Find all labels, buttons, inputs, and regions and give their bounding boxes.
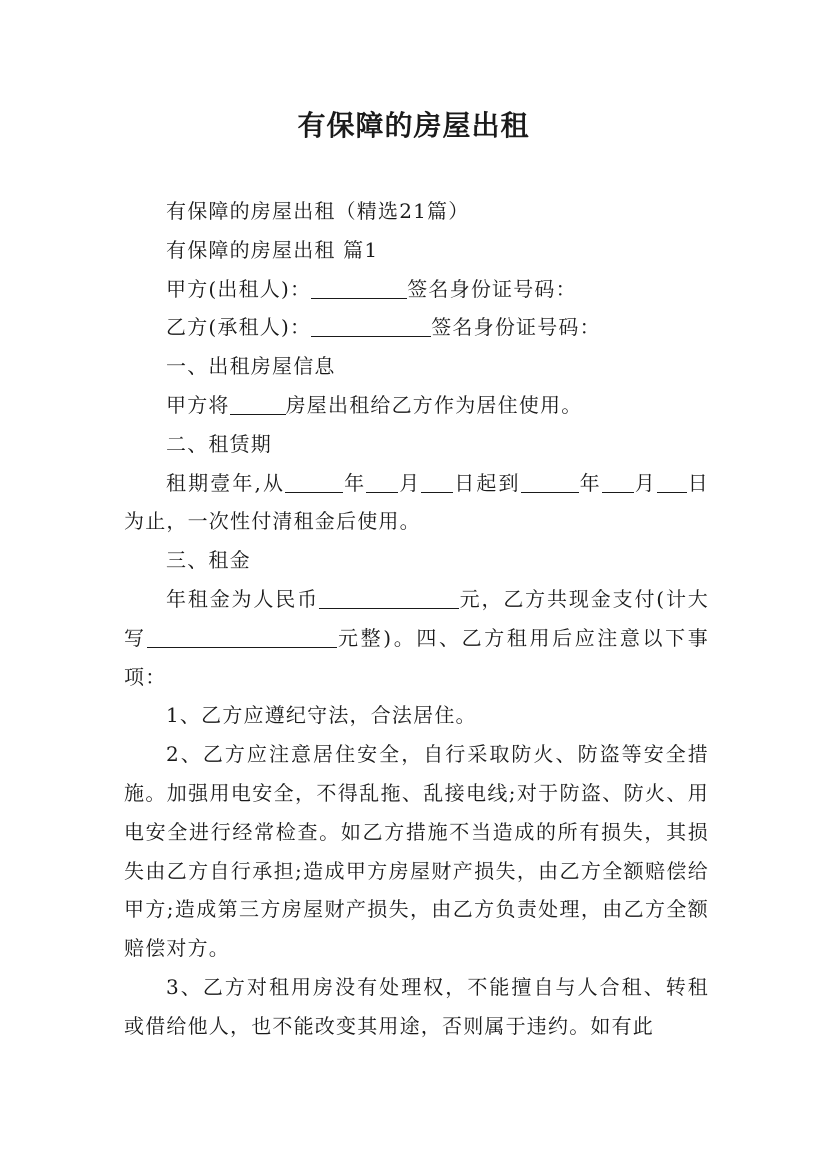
house-prefix: 甲方将: [166, 392, 230, 417]
term-text-2: 年: [343, 470, 367, 495]
end-month-blank: [602, 472, 634, 493]
document-title: 有保障的房屋出租: [297, 109, 530, 142]
end-year-blank: [521, 472, 579, 493]
term-text-1: 租期壹年,从: [166, 470, 286, 495]
party-b-id-label: 签名身份证号码：: [431, 315, 601, 340]
section-heading-3: 三、租金: [166, 548, 251, 573]
term-text-4: 日起到: [453, 470, 521, 495]
term-text-3: 月: [398, 470, 422, 495]
section-heading-1: 一、出租房屋信息: [166, 354, 336, 379]
party-b-line: [124, 308, 709, 347]
term-text-5: 年: [578, 470, 602, 495]
rent-text-3: 元整)。四、乙方租用后应注意以下事项：: [124, 625, 709, 689]
item-2: 2、乙方应注意居住安全，自行采取防火、防盗等安全措施。加强用电安全，不得乱拖、乱接电线;对于防盗、防火、用电安全进行经常检查。如乙方措施不当造成的所有损失，其损失由乙方自行承担;造成甲方房屋财产损失，由乙方全额赔偿给甲方;造成第三方房屋财产损失，由乙方负责处理，由乙方全额赔偿对方。: [124, 742, 709, 961]
rent-uppercase-blank: [147, 627, 337, 648]
start-year-blank: [285, 472, 343, 493]
item-1: 1、乙方应遵纪守法，合法居住。: [166, 703, 477, 728]
rent-paragraph: [124, 580, 709, 696]
house-blank: [230, 394, 286, 415]
start-day-blank: [421, 472, 453, 493]
rent-amount-blank: [319, 588, 459, 609]
chapter-heading: 有保障的房屋出租 篇1: [166, 237, 379, 262]
party-a-label: 甲方(出租人)：: [166, 276, 312, 301]
section-heading-2: 二、租赁期: [166, 431, 272, 456]
rent-text-1: 年租金为人民币: [166, 586, 319, 611]
party-a-id-label: 签名身份证号码：: [407, 276, 577, 301]
start-month-blank: [366, 472, 398, 493]
rent-text-2: 元，乙方共现金支付(计大写: [124, 586, 709, 650]
party-b-label: 乙方(承租人)：: [166, 315, 312, 340]
subtitle: 有保障的房屋出租（精选21篇）: [166, 199, 470, 223]
term-paragraph: [124, 464, 709, 542]
party-a-line: [124, 270, 709, 309]
item-3: 3、乙方对租用房没有处理权，不能擅自与人合租、转租或借给他人，也不能改变其用途，否则属于违约。如有此: [124, 974, 709, 1038]
party-a-blank: [311, 278, 407, 299]
document-body: [124, 192, 709, 1046]
term-text-7: 日为止，一次性付清租金后使用。: [124, 470, 709, 534]
end-day-blank: [657, 472, 687, 493]
house-suffix: 房屋出租给乙方作为居住使用。: [285, 392, 583, 417]
party-b-blank: [311, 316, 431, 337]
house-line: [124, 386, 709, 425]
term-text-6: 月: [633, 470, 657, 495]
